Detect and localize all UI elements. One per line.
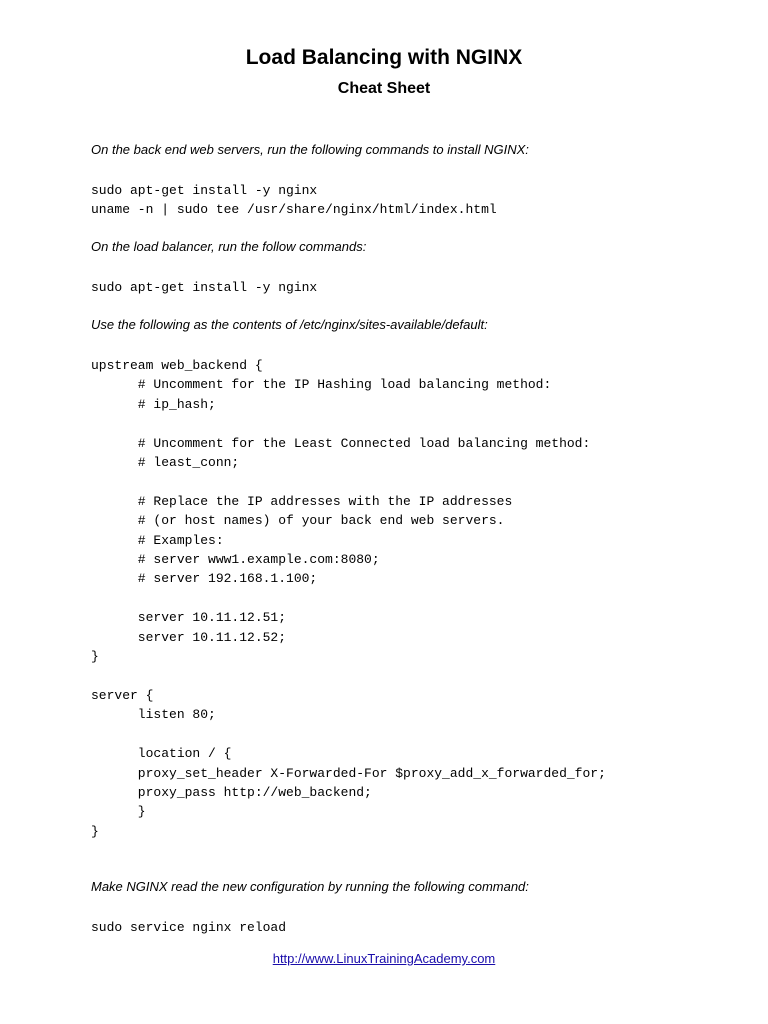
config-instructions: Use the following as the contents of /etc/nginx/sites-available/default:: [91, 317, 488, 332]
page-subtitle: Cheat Sheet: [337, 80, 431, 97]
footer: [0, 951, 768, 966]
reload-command: sudo service nginx reload: [91, 920, 287, 935]
backend-install-commands: sudo apt-get install -y nginx uname -n | sudo tee /usr/share/nginx/html/index.html: [91, 183, 497, 218]
reload-instructions: Make NGINX read the new configuration by running the following command:: [91, 879, 529, 894]
website-link[interactable]: http://www.LinuxTrainingAcademy.com: [272, 951, 496, 966]
load-balancer-instructions: On the load balancer, run the follow commands:: [91, 239, 367, 254]
backend-instructions: On the back end web servers, run the following commands to install NGINX:: [91, 142, 529, 157]
page-title: Load Balancing with NGINX: [245, 46, 523, 69]
load-balancer-install-command: sudo apt-get install -y nginx: [91, 280, 318, 295]
nginx-config-block: upstream web_backend { # Uncomment for the IP Hashing load balancing method: # ip_hash; # Uncomment for the Least Connected load balancing method: # least_conn; # Replace the IP addresses with the IP addresses # (or host names) of your back end web servers. # Examples: # server www1.example.com:8080; # server 192.168.1.100; server 10.11.12.51; server 10.11.12.52; } server { listen 80; location / { proxy_set_header X-Forwarded-For $proxy_add_x_forwarded_for; proxy_pass http://web_backend; } }: [91, 358, 606, 839]
